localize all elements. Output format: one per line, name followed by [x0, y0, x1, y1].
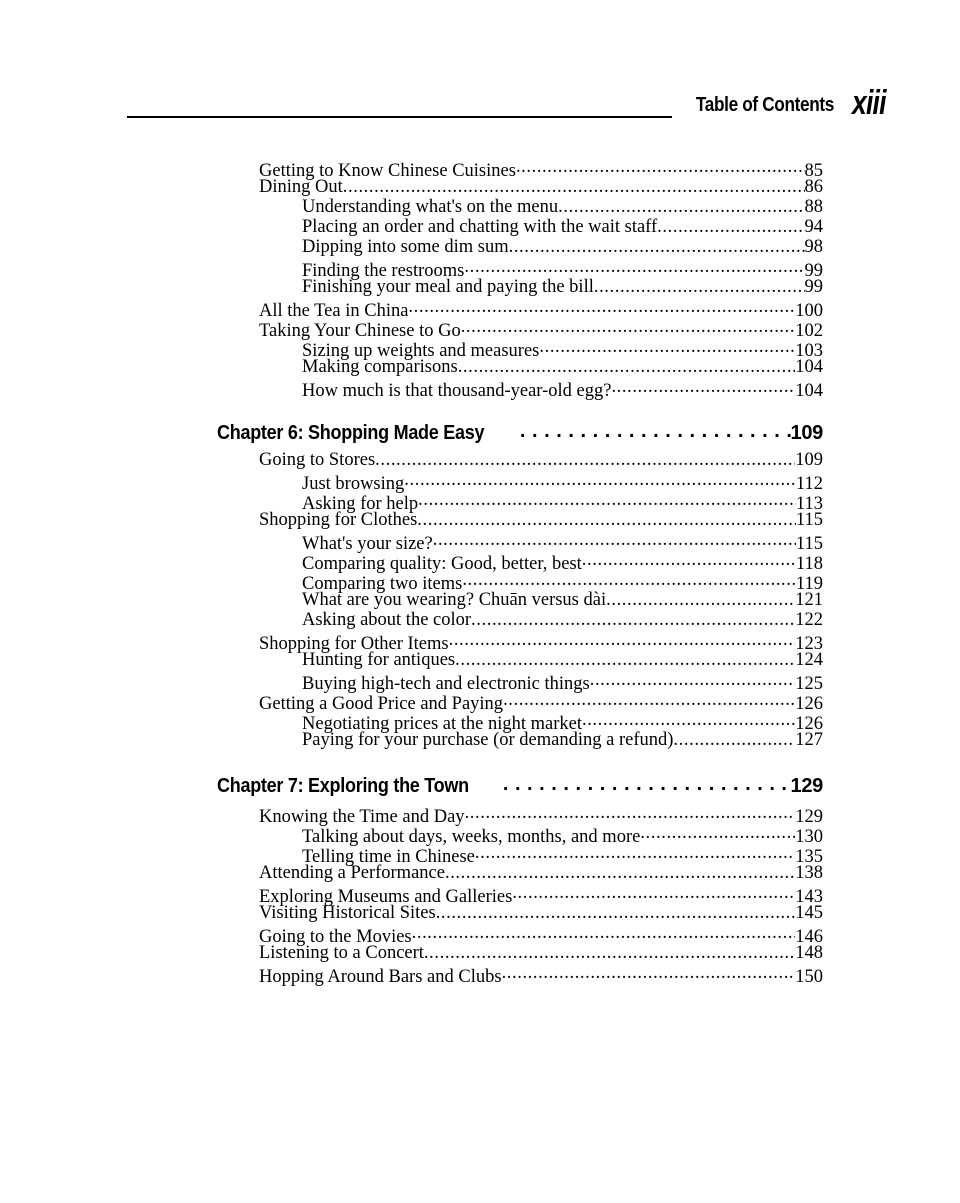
toc-entry-row[interactable] [0, 490, 960, 514]
toc-entry-row[interactable] [0, 450, 960, 470]
toc-entry-label: Exploring Museums and Galleries [259, 886, 513, 907]
toc-entry-label: Shopping for Clothes [259, 510, 418, 530]
toc-entry-page-number: 138 [795, 863, 823, 883]
toc-entry-row[interactable] [0, 730, 960, 750]
page-title: Table of Contents [695, 94, 834, 116]
toc-entry-label: Going to the Movies [259, 926, 412, 947]
toc-entry-row[interactable] [0, 923, 960, 947]
toc-entry-page-number: 143 [795, 886, 823, 907]
dot-leader [516, 157, 805, 176]
toc-entry-label: What are you wearing? Chuān versus dài [302, 590, 607, 610]
toc-entry-row[interactable] [0, 670, 960, 694]
toc-entry-label: Hopping Around Bars and Clubs [259, 966, 502, 987]
toc-entry-page-number: 115 [795, 533, 823, 554]
toc-entry-page-number: 124 [795, 650, 823, 670]
toc-entry-page-number: 129 [795, 806, 823, 827]
toc-entry-label: Dipping into some dim sum [302, 237, 509, 257]
toc-entry-row[interactable] [0, 177, 960, 197]
toc-entry-page-number: 113 [795, 493, 823, 514]
dot-leader [611, 377, 795, 396]
toc-chapter-page-number: 109 [790, 422, 823, 444]
dot-leader [404, 470, 796, 489]
toc-entry-row[interactable] [0, 470, 960, 494]
toc-entry-page-number: 127 [795, 730, 823, 750]
dot-leader [539, 337, 795, 356]
toc-entry-row[interactable] [0, 590, 960, 610]
dot-leader [520, 419, 791, 439]
toc-entry-page-number: 86 [804, 177, 823, 197]
dot-leader [408, 297, 795, 316]
toc-entry-row[interactable] [0, 157, 960, 181]
toc-entry-row[interactable] [0, 823, 960, 847]
page-number-folio: xiii [852, 84, 886, 122]
toc-entry-label: What's your size? [302, 533, 433, 554]
dot-leader [509, 237, 805, 256]
toc-entry-row[interactable] [0, 803, 960, 827]
dot-leader [449, 630, 796, 649]
toc-entry-page-number: 130 [795, 826, 823, 847]
dot-leader [462, 570, 796, 589]
toc-entry-label: Placing an order and chatting with the wait staff [302, 217, 658, 237]
toc-entry-page-number: 135 [795, 846, 823, 867]
toc-entry-label: Attending a Performance [259, 863, 445, 883]
toc-entry-label: Shopping for Other Items [259, 633, 449, 654]
dot-leader [471, 610, 795, 629]
toc-entry-row[interactable] [0, 317, 960, 341]
dot-leader [412, 923, 796, 942]
toc-entry-row[interactable] [0, 530, 960, 554]
toc-entry-label: Comparing quality: Good, better, best [302, 553, 582, 574]
toc-entry-label: Negotiating prices at the night market [302, 713, 582, 734]
dot-leader [606, 590, 795, 609]
toc-entry-label: Comparing two items [302, 573, 463, 594]
toc-entry-page-number: 109 [795, 450, 823, 470]
toc-entry-label: All the Tea in China [259, 300, 409, 321]
toc-entry-page-number: 85 [804, 160, 823, 181]
dot-leader [590, 670, 796, 689]
toc-entry-label: Making comparisons [302, 357, 458, 377]
toc-chapter-page-number: 129 [790, 775, 823, 797]
toc-entry-row[interactable] [0, 237, 960, 257]
toc-entry-label: Getting to Know Chinese Cuisines [259, 160, 516, 181]
toc-entry-page-number: 99 [804, 260, 823, 281]
dot-leader [445, 863, 795, 882]
toc-entry-page-number: 103 [795, 340, 823, 361]
toc-entry-label: Knowing the Time and Day [259, 806, 465, 827]
dot-leader [417, 510, 796, 529]
toc-entry-page-number: 121 [795, 590, 823, 610]
toc-entry-page-number: 88 [804, 197, 823, 217]
toc-entry-label: Finishing your meal and paying the bill [302, 277, 594, 297]
dot-leader [558, 197, 804, 216]
dot-leader [458, 357, 796, 376]
toc-entry-page-number: 98 [804, 237, 823, 257]
toc-entry-label: Sizing up weights and measures [302, 340, 540, 361]
dot-leader [436, 903, 796, 922]
toc-entry-page-number: 112 [795, 473, 823, 494]
toc-entry-label: Finding the restrooms [302, 260, 465, 281]
toc-entry-page-number: 122 [795, 610, 823, 630]
toc-entry-row[interactable] [0, 630, 960, 654]
toc-entry-row[interactable] [0, 217, 960, 237]
dot-leader [503, 772, 791, 792]
toc-entry-page-number: 123 [795, 633, 823, 654]
toc-entry-label: Paying for your purchase (or demanding a refund) [302, 730, 674, 750]
toc-entry-label: Going to Stores [259, 450, 376, 470]
toc-entry-label: Visiting Historical Sites [259, 903, 436, 923]
toc-entry-row[interactable] [0, 710, 960, 734]
toc-entry-label: Telling time in Chinese [302, 846, 475, 867]
toc-entry-label: Asking about the color [302, 610, 472, 630]
dot-leader [502, 963, 796, 982]
toc-chapter-label: Chapter 6: Shopping Made Easy [217, 422, 485, 444]
toc-entry-label: Asking for help [302, 493, 419, 514]
toc-entry-row[interactable] [0, 297, 960, 321]
dot-leader [640, 823, 795, 842]
toc-entry-page-number: 102 [795, 320, 823, 341]
toc-entry-row[interactable] [0, 863, 960, 883]
toc-entry-page-number: 99 [804, 277, 823, 297]
toc-entry-row[interactable] [0, 257, 960, 281]
toc-entry-label: Dining Out [259, 177, 343, 197]
toc-entry-page-number: 118 [795, 553, 823, 574]
toc-chapter-row[interactable] [0, 419, 960, 444]
toc-entry-label: Buying high-tech and electronic things [302, 673, 590, 694]
dot-leader [375, 450, 795, 469]
toc-entry-page-number: 150 [795, 966, 823, 987]
toc-entry-page-number: 94 [804, 217, 823, 237]
toc-entry-page-number: 115 [795, 510, 823, 530]
dot-leader [512, 883, 795, 902]
toc-entry-page-number: 148 [795, 943, 823, 963]
toc-entry-row[interactable] [0, 357, 960, 377]
toc-chapter-row[interactable] [0, 772, 960, 797]
toc-entry-row[interactable] [0, 963, 960, 987]
toc-entry-page-number: 119 [795, 573, 823, 594]
toc-entry-page-number: 104 [795, 380, 823, 401]
dot-leader [582, 550, 796, 569]
toc-entry-page-number: 125 [795, 673, 823, 694]
dot-leader [503, 690, 795, 709]
toc-entry-label: Getting a Good Price and Paying [259, 693, 504, 714]
dot-leader [343, 177, 805, 196]
toc-entry-label: Understanding what's on the menu [302, 197, 559, 217]
toc-entry-label: Hunting for antiques [302, 650, 456, 670]
dot-leader [424, 943, 795, 962]
dot-leader [475, 843, 795, 862]
toc-entry-page-number: 100 [795, 300, 823, 321]
dot-leader [418, 490, 796, 509]
toc-entry-row[interactable] [0, 570, 960, 594]
toc-entry-row[interactable] [0, 903, 960, 923]
toc-entry-label: Talking about days, weeks, months, and more [302, 826, 641, 847]
toc-entry-row[interactable] [0, 650, 960, 670]
table-of-contents-list [0, 157, 960, 987]
dot-leader [461, 317, 796, 336]
toc-entry-row[interactable] [0, 843, 960, 867]
toc-entry-row[interactable] [0, 337, 960, 361]
dot-leader [465, 803, 796, 822]
toc-entry-page-number: 104 [795, 357, 823, 377]
dot-leader [582, 710, 795, 729]
toc-entry-label: Just browsing [302, 473, 405, 494]
dot-leader [657, 217, 804, 236]
dot-leader [455, 650, 795, 669]
running-header [0, 82, 960, 132]
toc-entry-row[interactable] [0, 883, 960, 907]
dot-leader [464, 257, 804, 276]
toc-entry-page-number: 146 [795, 926, 823, 947]
toc-entry-row[interactable] [0, 610, 960, 630]
header-rule [127, 116, 672, 118]
toc-entry-row[interactable] [0, 277, 960, 297]
toc-entry-page-number: 126 [795, 693, 823, 714]
toc-entry-label: Listening to a Concert [259, 943, 424, 963]
toc-chapter-label: Chapter 7: Exploring the Town [217, 775, 469, 797]
toc-entry-page-number: 145 [795, 903, 823, 923]
dot-leader [433, 530, 796, 549]
toc-entry-row[interactable] [0, 943, 960, 963]
toc-entry-page-number: 126 [795, 713, 823, 734]
toc-entry-row[interactable] [0, 197, 960, 217]
toc-entry-label: Taking Your Chinese to Go [259, 320, 461, 341]
dot-leader [594, 277, 805, 296]
toc-entry-label: How much is that thousand-year-old egg? [302, 380, 612, 401]
toc-entry-row[interactable] [0, 510, 960, 530]
dot-leader [673, 730, 795, 749]
toc-entry-row[interactable] [0, 690, 960, 714]
toc-entry-row[interactable] [0, 377, 960, 401]
toc-entry-row[interactable] [0, 550, 960, 574]
